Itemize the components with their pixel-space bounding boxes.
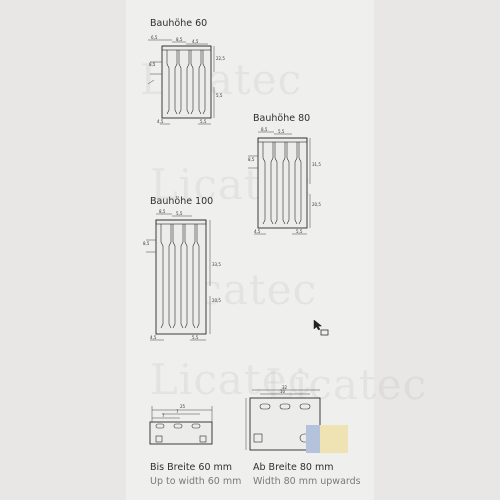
svg-text:4,5: 4,5: [150, 335, 157, 340]
svg-text:8,5: 8,5: [248, 157, 255, 162]
svg-text:5,5: 5,5: [192, 335, 199, 340]
svg-text:5,5: 5,5: [176, 211, 183, 216]
svg-text:25: 25: [180, 404, 186, 409]
caption-up-to-60-de: Bis Breite 60 mm: [150, 462, 233, 473]
blue-color-block: [306, 425, 320, 453]
profile-drawing-100: [140, 206, 230, 346]
svg-text:5,5: 5,5: [200, 119, 207, 124]
svg-text:8,5: 8,5: [159, 209, 166, 214]
svg-text:4,5: 4,5: [192, 39, 199, 44]
svg-text:4,5: 4,5: [254, 229, 261, 234]
svg-text:5,5: 5,5: [296, 229, 303, 234]
svg-text:8,5: 8,5: [143, 241, 150, 246]
title-bauhoehe-80: Bauhöhe 80: [253, 113, 311, 124]
svg-text:10: 10: [280, 389, 286, 394]
mounting-drawing-60: [140, 392, 230, 452]
caption-from-80-de: Ab Breite 80 mm: [253, 462, 334, 473]
yellow-color-block: [320, 425, 348, 453]
title-bauhoehe-60: Bauhöhe 60: [150, 18, 208, 29]
svg-text:32: 32: [282, 385, 288, 390]
svg-text:8,5: 8,5: [261, 127, 268, 132]
svg-text:6,5: 6,5: [151, 35, 158, 40]
cursor-icon: [313, 319, 331, 339]
profile-drawing-80: [244, 124, 324, 244]
profile-drawing-60: [140, 32, 225, 132]
svg-text:33,5: 33,5: [212, 262, 221, 267]
svg-text:4,5: 4,5: [157, 119, 164, 124]
svg-text:31,5: 31,5: [312, 162, 321, 167]
svg-text:20,5: 20,5: [312, 202, 321, 207]
svg-text:8,5: 8,5: [149, 62, 156, 67]
svg-text:8,5: 8,5: [176, 37, 183, 42]
svg-text:5,5: 5,5: [278, 129, 285, 134]
caption-from-80-en: Width 80 mm upwards: [253, 476, 361, 487]
svg-text:7: 7: [162, 413, 165, 418]
svg-text:5,5: 5,5: [216, 93, 223, 98]
svg-text:7: 7: [176, 409, 179, 414]
caption-up-to-60-en: Up to width 60 mm: [150, 476, 242, 487]
svg-text:20,5: 20,5: [212, 298, 221, 303]
svg-text:22,5: 22,5: [216, 56, 225, 61]
title-bauhoehe-100: Bauhöhe 100: [150, 196, 214, 207]
